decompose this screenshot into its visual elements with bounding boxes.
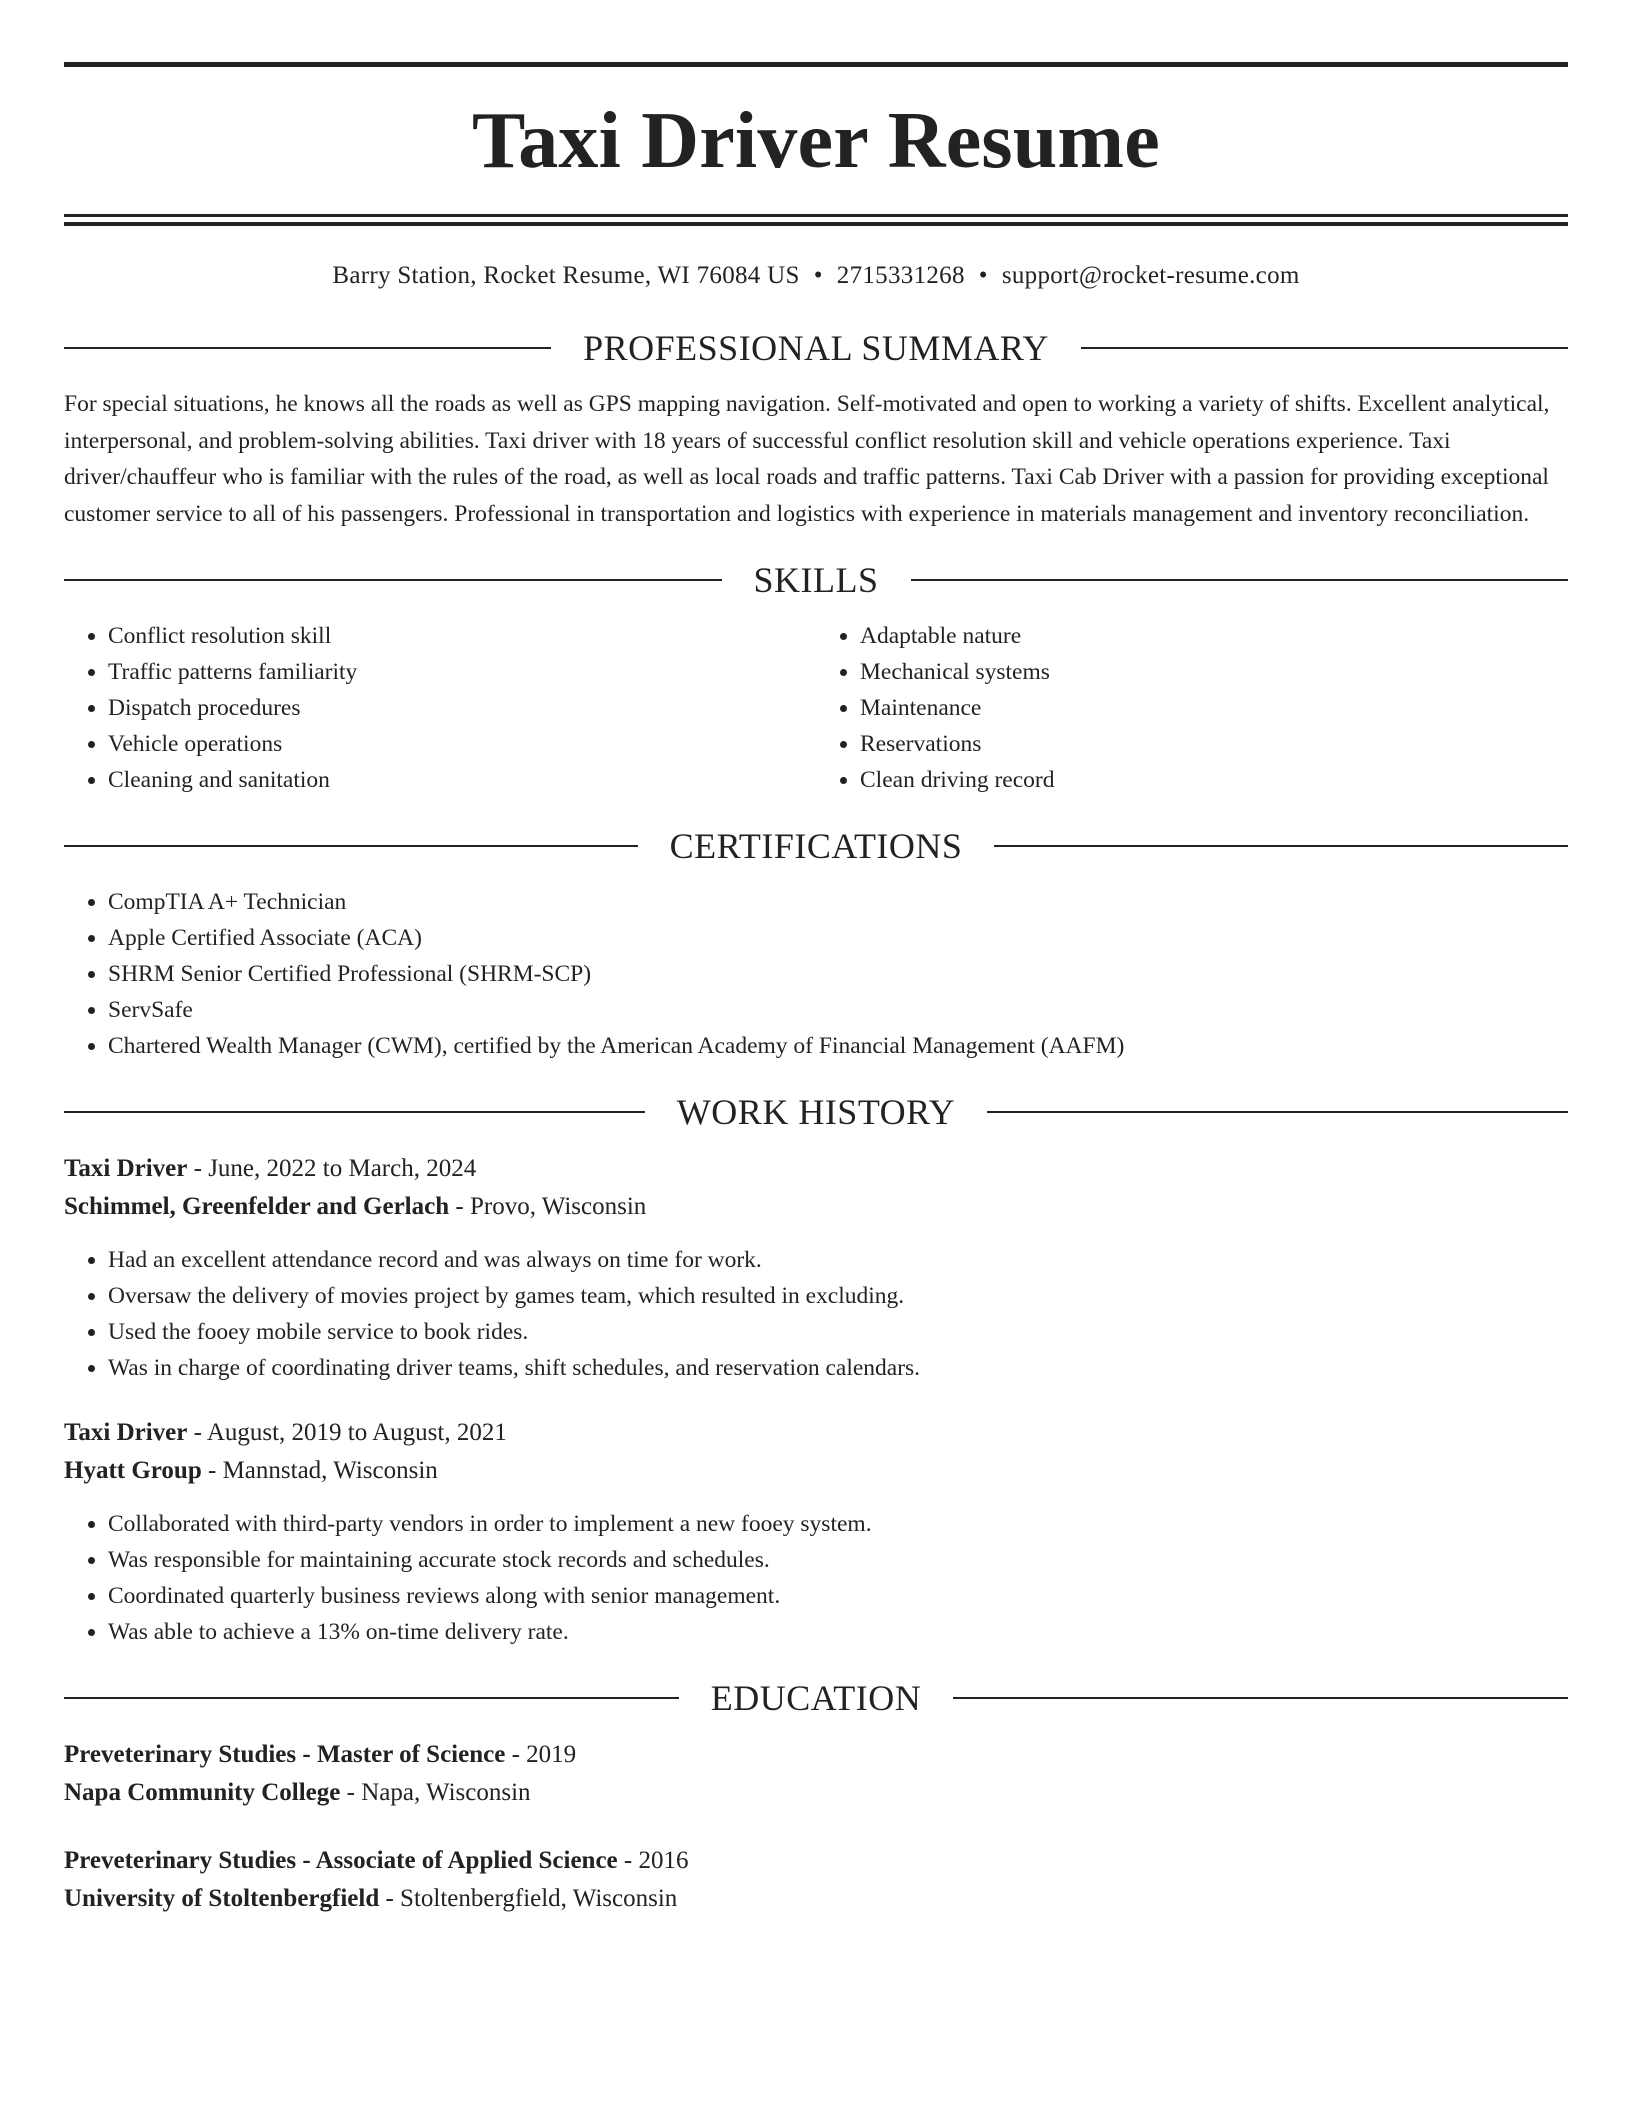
skill-item: • Mechanical systems <box>860 654 1568 690</box>
skill-item: • Maintenance <box>860 690 1568 726</box>
heading-rule <box>64 347 551 349</box>
skill-item: • Reservations <box>860 726 1568 762</box>
job-company: Hyatt Group <box>64 1457 202 1484</box>
education-degree-line <box>64 1842 1568 1880</box>
skill-item: • Adaptable nature <box>860 618 1568 654</box>
job-bullet: • Collaborated with third-party vendors in order to implement a new fooey system. <box>108 1506 1568 1542</box>
heading-rule <box>994 845 1568 847</box>
job-role: Taxi Driver <box>64 1419 188 1446</box>
job-bullet: • Had an excellent attendance record and was always on time for work. <box>108 1242 1568 1278</box>
education-year: - 2016 <box>617 1847 689 1874</box>
job-bullet: • Was able to achieve a 13% on-time delivery rate. <box>108 1614 1568 1650</box>
job-bullet: • Coordinated quarterly business reviews along with senior management. <box>108 1578 1568 1614</box>
heading-rule <box>911 579 1569 581</box>
skills-list <box>64 618 1568 798</box>
education-location: - Stoltenbergfield, Wisconsin <box>379 1885 678 1912</box>
heading-rule <box>64 1111 645 1113</box>
job-dates: - June, 2022 to March, 2024 <box>187 1155 477 1182</box>
resume-title: Taxi Driver Resume <box>472 97 1160 185</box>
job-bullets <box>64 1506 1568 1650</box>
heading-rule <box>953 1697 1568 1699</box>
education-school-line <box>64 1880 1568 1918</box>
certification-item: • CompTIA A+ Technician <box>108 884 1568 920</box>
education-school: University of Stoltenbergfield <box>64 1885 380 1912</box>
heading-rule <box>64 1697 679 1699</box>
job-bullet: • Was responsible for maintaining accurate stock records and schedules. <box>108 1542 1568 1578</box>
education-degree: Preveterinary Studies - Master of Science <box>64 1741 506 1768</box>
skills-column-left <box>64 618 816 798</box>
education-location: - Napa, Wisconsin <box>340 1779 531 1806</box>
heading-rule <box>64 845 638 847</box>
title-double-rule <box>64 214 1568 226</box>
education-school-line <box>64 1774 1568 1812</box>
contact-separator: • <box>978 262 988 289</box>
section-title: CERTIFICATIONS <box>669 826 963 866</box>
job-title-line <box>64 1150 1568 1188</box>
job-entry <box>64 1150 1568 1386</box>
section-title: PROFESSIONAL SUMMARY <box>583 328 1049 368</box>
section-heading-summary <box>64 330 1568 366</box>
job-bullets <box>64 1242 1568 1386</box>
skills-column-right <box>816 618 1568 798</box>
job-role: Taxi Driver <box>64 1155 188 1182</box>
job-company-line <box>64 1188 1568 1226</box>
job-bullet: • Was in charge of coordinating driver teams, shift schedules, and reservation calendars. <box>108 1350 1568 1386</box>
job-entry <box>64 1414 1568 1650</box>
job-bullet: • Oversaw the delivery of movies project by games team, which resulted in excluding. <box>108 1278 1568 1314</box>
contact-address: Barry Station, Rocket Resume, WI 76084 US <box>332 262 800 289</box>
job-dates: - August, 2019 to August, 2021 <box>187 1419 507 1446</box>
section-heading-skills <box>64 562 1568 598</box>
certification-item: • SHRM Senior Certified Professional (SHRM-SCP) <box>108 956 1568 992</box>
education-entry <box>64 1842 1568 1918</box>
certifications-list <box>64 884 1568 1064</box>
certification-item: • Apple Certified Associate (ACA) <box>108 920 1568 956</box>
skill-item: • Clean driving record <box>860 762 1568 798</box>
skill-item: • Traffic patterns familiarity <box>108 654 816 690</box>
top-rule <box>64 62 1568 67</box>
education-degree-line <box>64 1736 1568 1774</box>
section-title: WORK HISTORY <box>676 1092 956 1132</box>
skill-item: • Cleaning and sanitation <box>108 762 816 798</box>
contact-phone: 2715331268 <box>836 262 965 289</box>
education-year: - 2019 <box>505 1741 577 1768</box>
section-heading-education <box>64 1680 1568 1716</box>
education-entry <box>64 1736 1568 1812</box>
skill-item: • Vehicle operations <box>108 726 816 762</box>
skill-item: • Dispatch procedures <box>108 690 816 726</box>
certification-item: • Chartered Wealth Manager (CWM), certified by the American Academy of Financial Management (AAFM) <box>108 1028 1568 1064</box>
section-title: SKILLS <box>753 560 879 600</box>
summary-text: For special situations, he knows all the roads as well as GPS mapping navigation. Self-motivated and open to working a variety of shifts. Excellent analytical, interpersonal, and problem-solving abilities. Taxi driver with 18 years of successful conflict resolution skill and vehicle operations experience. Taxi driver/chauffeur who is familiar with the rules of the road, as well as local roads and traffic patterns. Taxi Cab Driver with a passion for providing exceptional customer service to all of his passengers. Professional in transportation and logistics with experience in materials management and inventory reconciliation. <box>64 391 1550 527</box>
job-company-line <box>64 1452 1568 1490</box>
certification-item: • ServSafe <box>108 992 1568 1028</box>
education-degree: Preveterinary Studies - Associate of Applied Science <box>64 1847 618 1874</box>
heading-rule <box>987 1111 1568 1113</box>
job-company: Schimmel, Greenfelder and Gerlach <box>64 1193 450 1220</box>
section-heading-certifications <box>64 828 1568 864</box>
job-title-line <box>64 1414 1568 1452</box>
contact-email[interactable]: support@rocket-resume.com <box>1001 262 1300 289</box>
job-location: - Provo, Wisconsin <box>449 1193 647 1220</box>
job-location: - Mannstad, Wisconsin <box>201 1457 438 1484</box>
job-bullet: • Used the fooey mobile service to book rides. <box>108 1314 1568 1350</box>
contact-line <box>64 262 1568 290</box>
skill-item: • Conflict resolution skill <box>108 618 816 654</box>
section-heading-work-history <box>64 1094 1568 1130</box>
contact-separator: • <box>813 262 823 289</box>
section-title: EDUCATION <box>710 1678 922 1718</box>
heading-rule <box>1081 347 1568 349</box>
education-school: Napa Community College <box>64 1779 341 1806</box>
heading-rule <box>64 579 722 581</box>
